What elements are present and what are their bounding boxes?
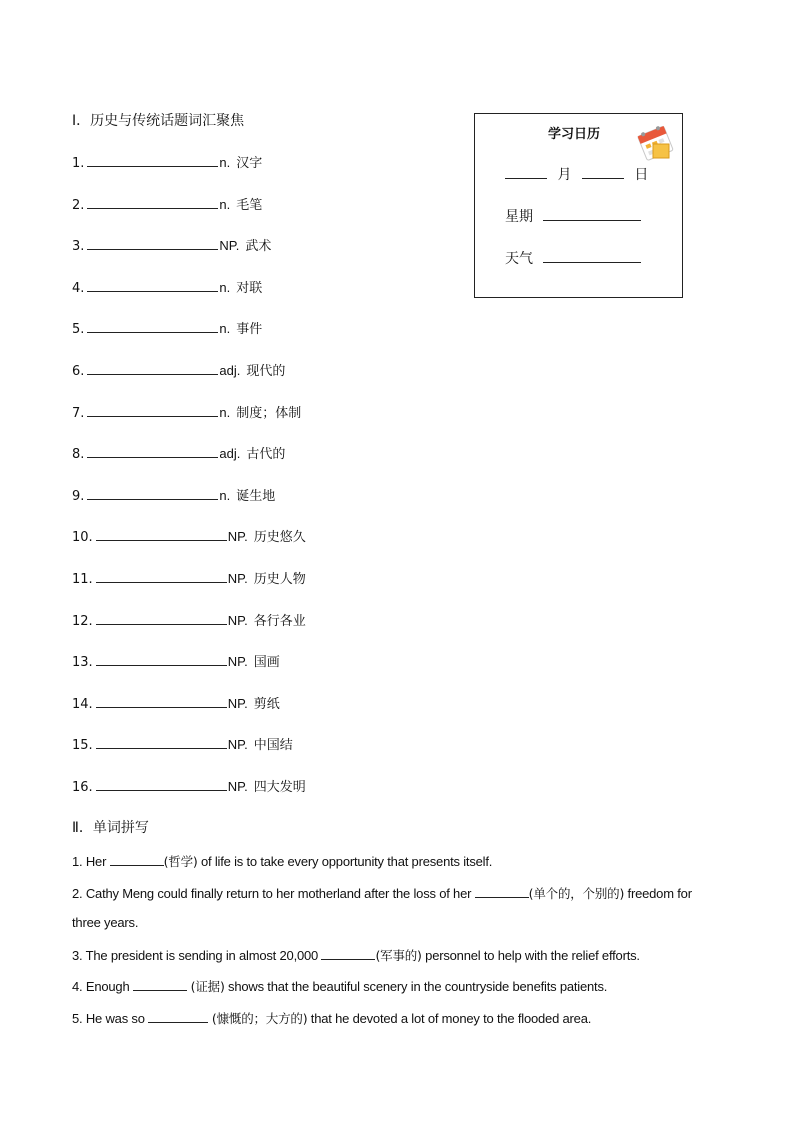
vocab-number: 8.	[72, 447, 85, 462]
vocab-part-of-speech: NP.	[227, 696, 248, 711]
vocab-part-of-speech: NP.	[219, 238, 240, 253]
vocab-number: 5.	[72, 322, 85, 337]
vocab-part-of-speech: adj.	[219, 363, 241, 378]
sentence-1-blank[interactable]	[110, 854, 164, 866]
vocab-part-of-speech: adj.	[219, 446, 241, 461]
vocab-number: 15.	[72, 738, 93, 753]
vocab-answer-blank[interactable]	[96, 571, 227, 583]
vocab-number: 9.	[72, 489, 85, 504]
vocab-meaning: 历史悠久	[253, 530, 306, 545]
vocab-item	[72, 693, 280, 712]
vocab-item	[72, 277, 262, 296]
vocab-part-of-speech: NP.	[227, 737, 248, 752]
vocab-part-of-speech: n.	[219, 197, 231, 212]
weekday-blank[interactable]	[543, 208, 641, 221]
day-blank[interactable]	[582, 166, 624, 179]
vocab-item	[72, 194, 262, 213]
vocab-answer-blank[interactable]	[87, 363, 218, 375]
vocab-meaning: 毛笔	[236, 198, 263, 213]
vocab-number: 16.	[72, 780, 93, 795]
sentence-1-start: 1. Her	[72, 854, 110, 869]
month-blank[interactable]	[505, 166, 547, 179]
vocab-answer-blank[interactable]	[87, 197, 218, 209]
sentence-2	[72, 884, 732, 902]
vocab-meaning: 事件	[236, 322, 263, 337]
vocab-number: 2.	[72, 198, 85, 213]
vocab-meaning: 中国结	[253, 738, 293, 753]
weekday-label: 星期	[505, 209, 533, 225]
vocab-answer-blank[interactable]	[87, 321, 218, 333]
vocab-number: 10.	[72, 530, 93, 545]
sentence-5	[72, 1009, 732, 1027]
calendar-icon	[635, 122, 677, 162]
sentence-4-end: shows that the beautiful scenery in the countryside benefits patients.	[224, 979, 608, 994]
vocab-item	[72, 651, 280, 670]
vocab-answer-blank[interactable]	[96, 696, 227, 708]
sentence-5-start: 5. He was so	[72, 1011, 149, 1026]
sentence-2-blank[interactable]	[475, 886, 529, 898]
vocab-meaning: 对联	[236, 281, 263, 296]
vocab-number: 3.	[72, 239, 85, 254]
study-calendar	[474, 113, 683, 298]
vocab-answer-blank[interactable]	[87, 280, 218, 292]
day-label: 日	[634, 167, 649, 183]
vocab-item	[72, 776, 306, 795]
sentence-1	[72, 852, 732, 870]
vocab-part-of-speech: NP.	[227, 779, 248, 794]
sentence-1-hint: (哲学)	[163, 854, 198, 869]
sentence-3	[72, 946, 732, 964]
vocab-meaning: 各行各业	[253, 614, 306, 629]
section-1-title: Ⅰ．历史与传统话题词汇聚焦	[72, 113, 245, 129]
sentence-4-hint: (证据)	[186, 979, 225, 994]
sentence-4-start: 4. Enough	[72, 979, 133, 994]
vocab-part-of-speech: NP.	[227, 571, 248, 586]
vocab-item	[72, 235, 271, 254]
vocab-meaning: 剪纸	[253, 697, 280, 712]
sentence-1-end: of life is to take every opportunity that presents itself.	[197, 854, 493, 869]
vocab-meaning: 古代的	[246, 447, 286, 462]
vocab-answer-blank[interactable]	[96, 529, 227, 541]
calendar-weekday-row	[505, 206, 641, 226]
vocab-part-of-speech: NP.	[227, 529, 248, 544]
sentence-4	[72, 977, 732, 995]
vocab-number: 4.	[72, 281, 85, 296]
calendar-date-row	[505, 164, 648, 184]
vocab-part-of-speech: NP.	[227, 654, 248, 669]
vocab-answer-blank[interactable]	[96, 654, 227, 666]
sentence-4-blank[interactable]	[133, 979, 187, 991]
calendar-title: 学习日历	[548, 127, 601, 142]
vocab-item	[72, 318, 262, 337]
vocab-answer-blank[interactable]	[87, 405, 218, 417]
vocab-answer-blank[interactable]	[87, 155, 218, 167]
vocab-answer-blank[interactable]	[96, 613, 227, 625]
vocab-answer-blank[interactable]	[96, 779, 227, 791]
vocab-meaning: 诞生地	[236, 489, 276, 504]
month-label: 月	[557, 167, 572, 183]
vocab-number: 12.	[72, 614, 93, 629]
weather-blank[interactable]	[543, 250, 641, 263]
section-2-title: Ⅱ．单词拼写	[72, 820, 149, 836]
vocab-meaning: 制度；体制	[236, 406, 302, 421]
vocab-number: 14.	[72, 697, 93, 712]
vocab-answer-blank[interactable]	[87, 488, 218, 500]
sentence-5-hint: (慷慨的；大方的)	[208, 1011, 308, 1026]
vocab-answer-blank[interactable]	[87, 238, 218, 250]
vocab-meaning: 国画	[253, 655, 280, 670]
vocab-number: 13.	[72, 655, 93, 670]
vocab-number: 11.	[72, 572, 93, 587]
vocab-number: 7.	[72, 406, 85, 421]
vocab-item	[72, 360, 285, 379]
sentence-3-end: personnel to help with the relief efforts.	[421, 948, 640, 963]
vocab-item	[72, 485, 275, 504]
vocab-meaning: 四大发明	[253, 780, 306, 795]
vocab-meaning: 武术	[245, 239, 272, 254]
vocab-item	[72, 443, 285, 462]
sentence-2-end: freedom for	[624, 886, 692, 901]
vocab-item	[72, 526, 306, 545]
vocab-part-of-speech: n.	[219, 155, 231, 170]
vocab-meaning: 历史人物	[253, 572, 306, 587]
vocab-number: 6.	[72, 364, 85, 379]
weather-label: 天气	[505, 251, 533, 267]
vocab-answer-blank[interactable]	[87, 446, 218, 458]
vocab-answer-blank[interactable]	[96, 737, 227, 749]
vocab-item	[72, 402, 301, 421]
calendar-weather-row	[505, 248, 641, 268]
vocab-part-of-speech: n.	[219, 488, 231, 503]
vocab-meaning: 现代的	[246, 364, 286, 379]
sentence-3-blank[interactable]	[321, 948, 375, 960]
vocab-item	[72, 568, 306, 587]
vocab-number: 1.	[72, 156, 85, 171]
sentence-3-hint: (军事的)	[375, 948, 422, 963]
vocab-part-of-speech: n.	[219, 280, 231, 295]
vocab-item	[72, 734, 293, 753]
vocab-part-of-speech: n.	[219, 321, 231, 336]
sentence-2-continued: three years.	[72, 915, 139, 930]
vocab-item	[72, 610, 306, 629]
sentence-5-end: that he devoted a lot of money to the flooded area.	[307, 1011, 592, 1026]
vocab-part-of-speech: NP.	[227, 613, 248, 628]
sentence-5-blank[interactable]	[148, 1011, 208, 1023]
vocab-meaning: 汉字	[236, 156, 263, 171]
sentence-2-start: 2. Cathy Meng could finally return to her motherland after the loss of her	[72, 886, 475, 901]
vocab-item	[72, 152, 262, 171]
sentence-3-start: 3. The president is sending in almost 20,000	[72, 948, 322, 963]
sentence-2-hint: (单个的，个别的)	[528, 886, 625, 901]
vocab-part-of-speech: n.	[219, 405, 231, 420]
